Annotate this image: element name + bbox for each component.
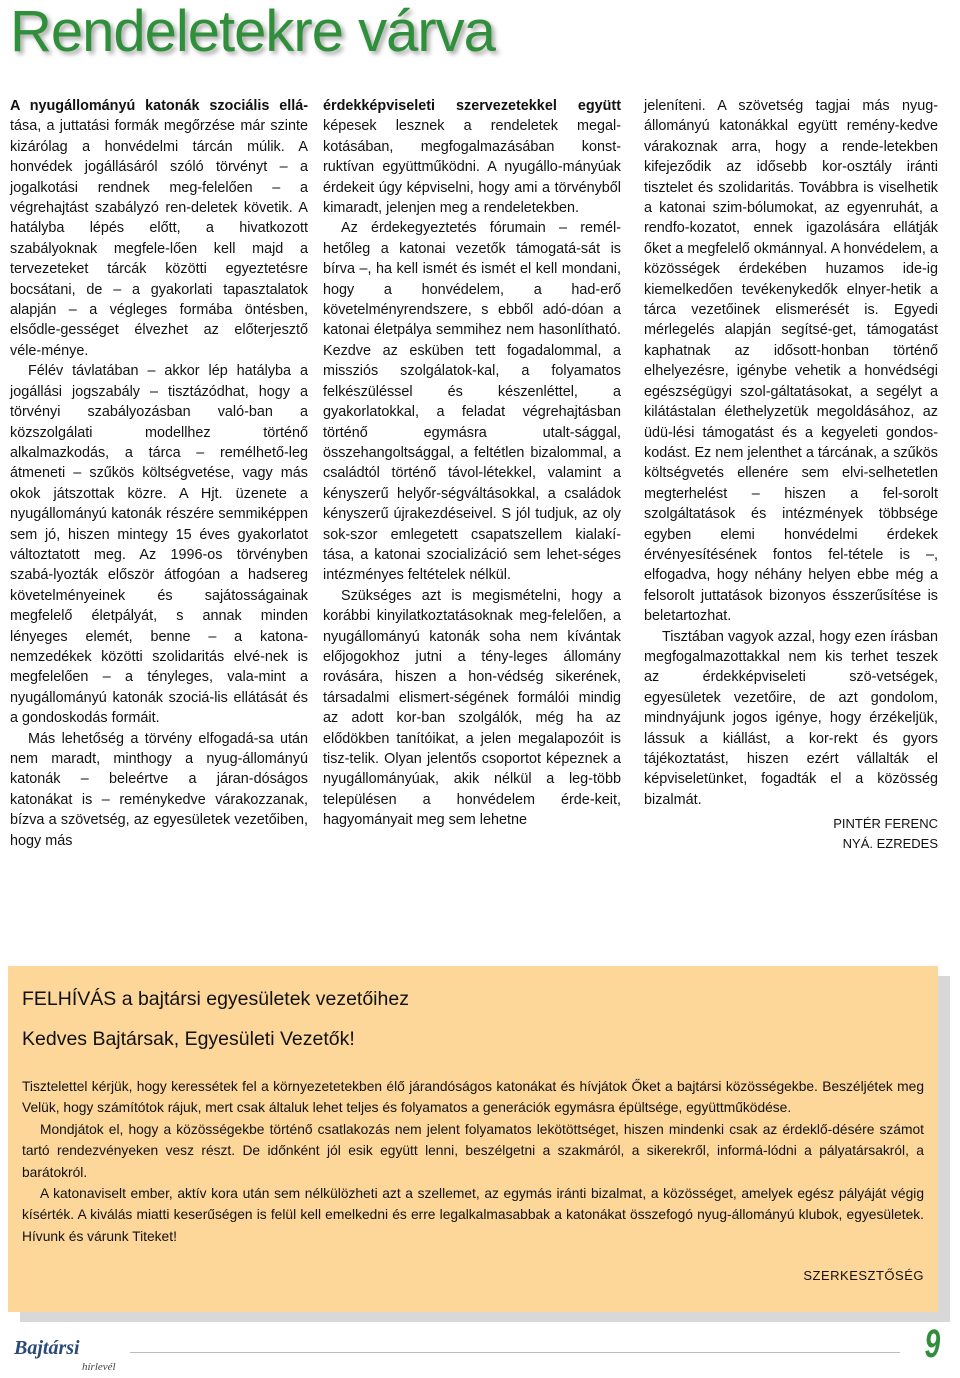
paragraph: A katonaviselt ember, aktív kora után sem nélkülözheti azt a szellemet, az egymás iránti bizalmat, a közösséget, amelyek egész pályáját végig kísérték. A kiválás miatti keserűségen is felül kell emelkedni és erre legalkalmasabbak a katonákat összefogó nyug-állományú klubok, egyesületek. Hívunk és várunk Titeket! [22, 1186, 924, 1244]
article-column-1 [10, 96, 308, 851]
logo-subtext: hírlevél [82, 1361, 116, 1373]
article-column-3 [644, 96, 938, 854]
paragraph-text: képesek lesznek a rendeletek megal-kotásában, megfogalmazásában konst-ruktívan együttműködni. A nyugállo-mányúak érdekeit úgy képviselni, hogy ami a törvényből kimaradt, jelenjen meg a rendeletekben. [323, 118, 621, 217]
page-number: 9 [924, 1322, 940, 1366]
publication-logo [12, 1334, 132, 1374]
article-column-2 [323, 96, 621, 831]
page-title: Rendeletekre várva [10, 0, 495, 64]
author-name: PINTÉR FERENC [833, 816, 938, 832]
paragraph: jeleníteni. A szövetség tagjai más nyug-állományú katonákkal együtt remény-kedve várakoznak arra, hogy a rende-letekben kifejeződik az idősebb kor-osztály iránti tisztelet és szolidaritás. Továbbra is viselhetik a katonai szim-bólumokat, az egyenruhát, a rendfo-kozatot, ennek igazolására ellátják őket a megfelelő okmánnyal. A honvédelem, a közösségek érdekében huzamos ide-ig kiemelkedően tevékenykedők elnyer-hetik a tárca vezetőinek elismerését is. Egyedi mérlegelés alapján segítsé-get, támogatást kaphatnak az idősott-honban történő elhelyezésre, igénybe vehetik a honvédségi egészségügyi szol-gáltatásokat, a segélyt a kilátástalan élethelyzetük megoldásához, az üdü-lési támogatást és a kegyeleti gondos-kodást. Ez nem jelenthet a tárcának, a szűkös költségvetés ellenére sem elvi-selhetetlen megterhelést – hiszen a fel-sorolt szolgáltatások és intézmények többsége egyben elemi honvédelmi érdekek érvényesítésének fontos fel-tétele is –, elfogadva, hogy néhány helyen ebbe még a felsorolt juttatások bizonyos ésszerűsítése is beletartozhat. [644, 98, 938, 625]
author-rank: NYÁ. EZREDES [842, 836, 938, 852]
paragraph: Mondjátok el, hogy a közösségekbe történő csatlakozás nem jelent folyamatos lekötöttséget, hiszen mindenki csak az érdeklő-désére számot tartó rendezvényeken vesz részt. De időnként jól esik együtt lenni, beszélgetni a szakmáról, a sikerekről, informá-lódni a pályatársakról, a barátokról. [22, 1121, 924, 1180]
paragraph [10, 96, 308, 361]
announcement-signature: SZERKESZTŐSÉG [803, 1268, 924, 1283]
paragraph-text: tása, a juttatási formák megőrzése már szinte kizárólag a honvédelmi tárcán múlik. A honvédek jogállásáról szóló törvényt – a jogalkotási rendnek meg-felelően – a végrehajtást szabályzó ren-deletek követik. A hatályba lépés előtt, a hivatkozott szabályoknak megfele-lően kell majd a tervezeteket tárcák közötti egyeztetésre bocsátani, de – a gyakorlati tapasztalatok alapján – a végleges formába öntésben, elsődle-gességet élvezhet az előterjesztő véle-ménye. [10, 118, 308, 359]
paragraph: Tisztában vagyok azzal, hogy ezen írásban megfogalmazottakkal nem kis terhet teszek az érdekképviseleti szö-vetségek, egyesületek vezetőire, de azt gondolom, mindnyájunk jogos igénye, hogy érzékeljük, lássuk a kiállást, a kor-rekt és gyors tájékoztatást, hiszen ezért vállalták el képviseletünket, fogadták el a közösség bizalmát. [644, 628, 938, 808]
paragraph: Félév távlatában – akkor lép hatályba a jogállási jogszabály – tisztázódhat, hogy a törvényi szabályozásban való-ban a közszolgálati modellhez történő alkalmazkodás, a tárca – remélhető-leg átmeneti – szűkös költségvetése, vagy más okok játszottak közre. A Hjt. üzenete a nyugállományú katonák részére semmiképpen sem jó, hiszen mintegy 15 éves gyakorlatot változtatott meg. Az 1996-os törvényben szabá-lyozták először átfogóan a hadsereg követelményeinek és sajátosságainak megfelelő életpályát, s annak minden lényeges elemét, benne – a katona-nemzedékek közötti szolidaritás elvé-nek is megfelelően – a tényleges, vala-mint a nyugállományú katonák szociá-lis ellátását és a gondoskodás formáit. [10, 363, 308, 727]
announcement-body [22, 1076, 924, 1247]
announcement-box [8, 966, 938, 1312]
lead-text: érdekképviseleti szervezetekkel együtt [323, 98, 621, 114]
lead-text: A nyugállományú katonák szociális ellá- [10, 98, 308, 114]
paragraph [323, 96, 621, 218]
paragraph: Az érdekegyeztetés fórumain – remél-hetőleg a katonai vezetők támogatá-sát is bírva –, ha kell ismét és ismét el kell mondani, hogy a honvédelem, a had-erő követelményrendszere, s ebből adó-dóan a katonai életpálya semmihez nem hasonlítható. Kezdve az esküben tett fogadalommal, a missziós szolgálatok-kal, a folyamatos felkészüléssel és készenléttel, a gyakorlatokkal, a feladat végrehajtásban történő egymásra utalt-sággal, összehangoltsággal, a feltétlen bizalommal, a családtól történő távol-létekkel, valamint a kényszerű helyőr-ségváltásokkal, a családok kényszerű újrakezdéseivel. S jól tudjuk, az oly sok-szor emlegetett csapatszellem kialakí-tása, a katonai szocializáció sem lehet-séges intézményes feltételek nélkül. [323, 220, 621, 584]
author-signature [644, 814, 938, 854]
paragraph: Más lehetőség a törvény elfogadá-sa után nem maradt, minthogy a nyug-állományú katonák – beleértve a járan-dóságos katonákat is – reménykedve várakozzanak, bízva a szövetség, az egyesületek vezetőiben, hogy más [10, 730, 308, 849]
paragraph: Szükséges azt is megismételni, hogy a korábbi kinyilatkoztatásoknak meg-felelően, a nyugállományú katonák soha nem kívántak előjogokhoz jutni a tény-leges állomány rovására, hiszen a hon-védség sikerének, társadalmi elismert-ségének formálói mindig az adott kor-ban szolgálók, még ha az elődökben tanítóikat, a jelen megalapozóit is tisz-telik. Olyan jelentős csoportot képeznek a nyugállományúak, akik nélkül a leg-több településen a honvédelem érde-keit, hagyományait meg sem lehetne [323, 587, 621, 829]
paragraph: Tisztelettel kérjük, hogy keressétek fel a környezetetekben élő járandóságos katonákat és hívjátok Őket a bajtársi közösségekbe. Beszéljétek meg Velük, hogy számítótok rájuk, mert csak általuk lehet teljes és folyamatos a generációk egymásra épültsége, együttműködése. [22, 1079, 924, 1116]
logo-text: Bajtársi [14, 1337, 80, 1359]
announcement-title: FELHÍVÁS a bajtársi egyesületek vezetőihez [22, 988, 409, 1010]
announcement-greeting: Kedves Bajtársak, Egyesületi Vezetők! [22, 1028, 355, 1050]
footer-divider [130, 1352, 900, 1353]
